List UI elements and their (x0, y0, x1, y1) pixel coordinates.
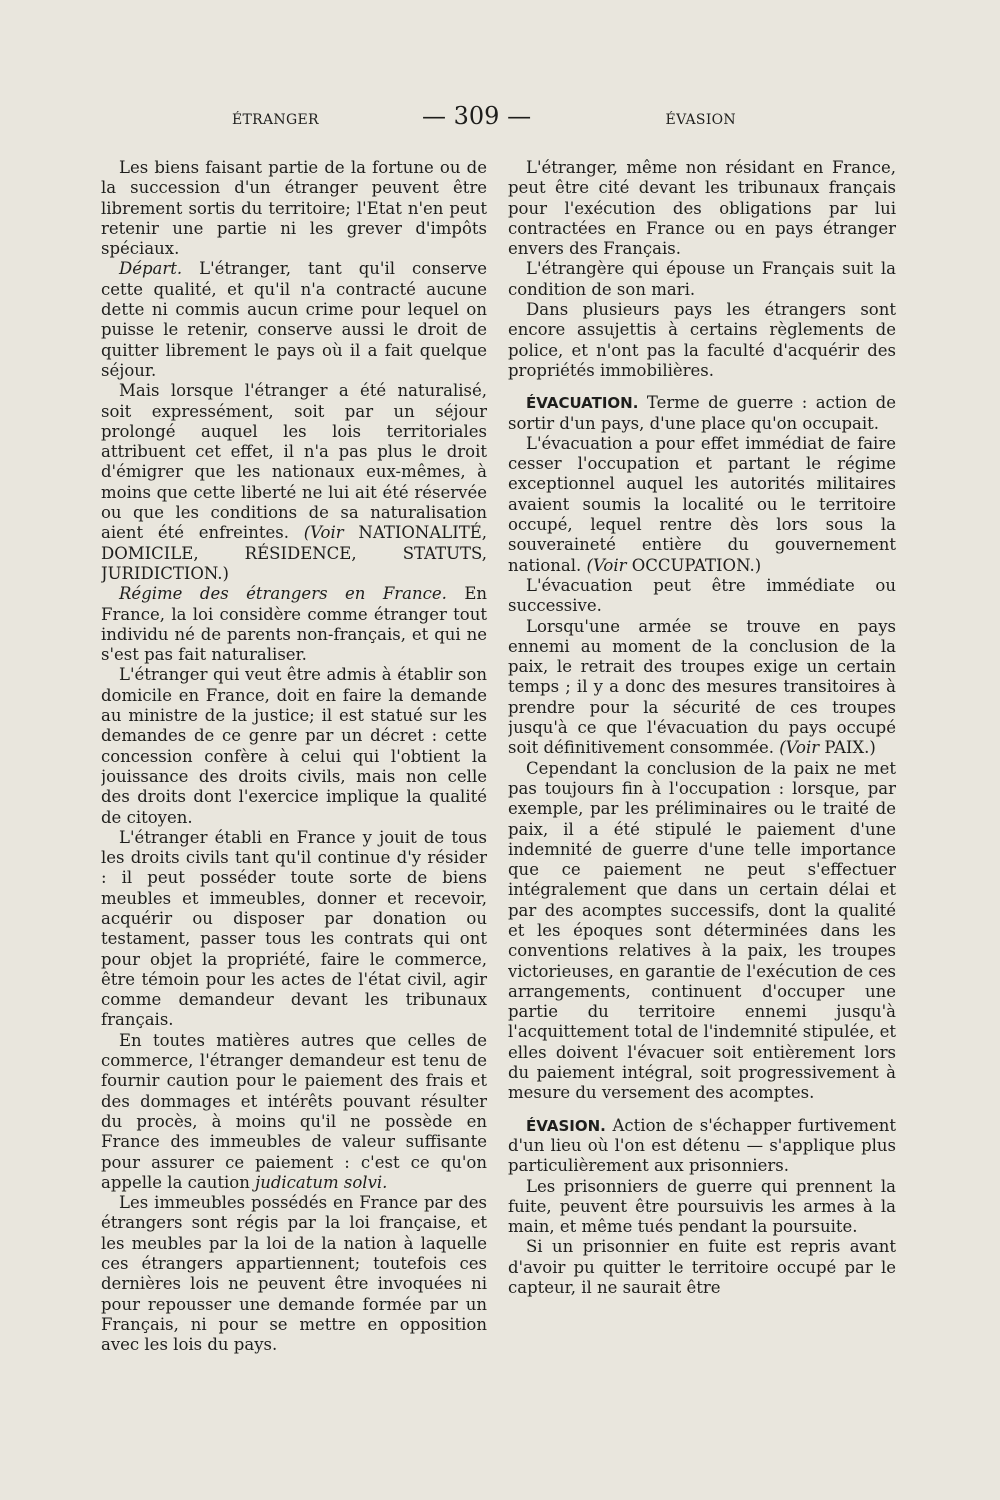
left-column (101, 158, 487, 1388)
paragraph: Les immeubles possédés en France par des étrangers sont régis par la loi française, et les meubles par la loi de la nation à laquelle ces étrangers appartiennent; toutefois ces dernières lois ne peuvent être invoquées ni pour repousser une demande formée par un Français, ni pour se mettre en opposition avec les lois du pays. (101, 1193, 487, 1355)
paragraph: L'étranger établi en France y jouit de tous les droits civils tant qu'il continue d'y résider : il peut posséder toute sorte de biens meubles et immeubles, donner et recevoir, acquérir ou disposer par donation ou testament, passer tous les contrats qui ont pour objet la propriété, faire le commerce, être témoin pour les actes de l'état civil, agir comme demandeur devant les tribunaux français. (101, 827, 487, 1030)
paragraph: L'étrangère qui épouse un Français suit la condition de son mari. (508, 259, 896, 299)
entry-headword: ÉVASION. (526, 1116, 606, 1135)
paragraph-text: L'étranger, tant qu'il conserve cette qualité, et qu'il n'a contracté aucune dette ni commis aucun crime pour lequel on puisse le retenir, conserve aussi le droit de quitter librement le pays où il a fait quelque séjour. (101, 259, 487, 380)
cross-reference: NATIONALITÉ, DOMICILE, RÉSIDENCE, STATUTS, JURIDICTION.) (101, 523, 487, 583)
cross-reference: PAIX.) (824, 738, 876, 758)
section-lead: Départ. (119, 259, 183, 279)
paragraph (508, 434, 896, 576)
paragraph: Les prisonniers de guerre qui prennent la fuite, peuvent être poursuivis les armes à la main, et même tués pendant la poursuite. (508, 1176, 896, 1237)
section-lead: Régime des étrangers en France. (119, 584, 447, 604)
entry-headword: ÉVACUATION. (526, 394, 639, 413)
paragraph-text: En toutes matières autres que celles de commerce, l'étranger demandeur est tenu de fournir caution pour le paiement des frais et des dommages et intérêts pouvant résulter du procès, à moins qu'il ne possède en France des immeubles de valeur suffisante pour assurer ce paiement : c'est ce qu'on appelle la caution (101, 1030, 487, 1192)
paragraph: Dans plusieurs pays les étrangers sont encore assujettis à certains règlements de police, et n'ont pas la faculté d'acquérir des propriétés immobilières. (508, 300, 896, 380)
header-right-word: ÉVASION (665, 112, 736, 128)
page-number: — 309 — (422, 102, 532, 130)
entry-definition: Terme de guerre : action de sortir d'un pays, d'une place qu'on occupait. (508, 393, 896, 433)
paragraph: Les biens faisant partie de la fortune ou de la succession d'un étranger peuvent être librement sortis du territoire; l'Etat n'en peut retenir une partie ni les grever d'impôts spéciaux. (101, 158, 487, 259)
voir-reference: (Voir (779, 738, 820, 758)
paragraph-text: Mais lorsque l'étranger a été naturalisé, soit expressément, soit par un séjour prolongé auquel les lois territoriales attribuent cet effet, il n'a pas plus le droit d'émigrer que les nationaux eux-mêmes, à moins que cette liberté ne lui ait été réservée ou que les conditions de sa naturalisation aient été enfreintes. (101, 381, 487, 543)
paragraph-text: L'évacuation a pour effet immédiat de faire cesser l'occupation et partant le régime exceptionnel auquel les autorités militaires avaient soumis la localité ou le territoire occupé, lequel rentre dès lors sous la souveraineté entière du gouvernement national. (508, 433, 896, 575)
paragraph (101, 1031, 487, 1193)
paragraph-text: Lorsqu'une armée se trouve en pays ennemi au moment de la conclusion de la paix, le retrait des troupes exige un certain temps ; il y a donc des mesures transitoires à prendre pour la sécurité de ces troupes jusqu'à ce que l'évacuation du pays occupé soit définitivement consommée. (508, 616, 896, 758)
dictionary-entry (508, 393, 896, 434)
latin-term: judicatum solvi. (255, 1172, 388, 1192)
cross-reference: OCCUPATION.) (631, 555, 762, 575)
paragraph: L'étranger qui veut être admis à établir son domicile en France, doit en faire la demande au ministre de la justice; il est statué sur les demandes de ce genre par un décret : cette concession confère à celui qui l'obtient la jouissance des droits civils, mais non celle des droits dont l'exercice implique la qualité de citoyen. (101, 665, 487, 827)
running-header (232, 102, 736, 138)
paragraph: L'évacuation peut être immédiate ou successive. (508, 575, 896, 616)
voir-reference: (Voir (303, 523, 344, 543)
paragraph (101, 381, 487, 584)
dictionary-entry (508, 1116, 896, 1177)
paragraph: Cependant la conclusion de la paix ne met pas toujours fin à l'occupation : lorsque, par exemple, par les préliminaires ou le traité de paix, il a été stipulé le paiement d'une indemnité de guerre d'une telle importance que ce paiement ne peut s'effectuer intégralement que dans un certain délai et par des acomptes successifs, dont la qualité et les époques sont déterminées dans les conventions relatives à la paix, les troupes victorieuses, en garantie de l'exécution de ces arrangements, continuent d'occuper une partie du territoire ennemi jusqu'à l'acquittement total de l'indemnité stipulée, et elles doivent l'évacuer soit entièrement lors du paiement intégral, soit progressivement à mesure du versement des acomptes. (508, 758, 896, 1103)
paragraph (101, 259, 487, 381)
voir-reference: (Voir (586, 555, 627, 575)
paragraph: Si un prisonnier en fuite est repris avant d'avoir pu quitter le territoire occupé par le capteur, il ne saurait être (508, 1237, 896, 1298)
entry-definition: Action de s'échapper furtivement d'un lieu où l'on est détenu — s'applique plus particulièrement aux prisonniers. (508, 1115, 896, 1176)
paragraph: L'étranger, même non résidant en France, peut être cité devant les tribunaux français pour l'exécution des obligations par lui contractées en France ou en pays étranger envers des Français. (508, 158, 896, 259)
paragraph (508, 617, 896, 759)
header-left-word: ÉTRANGER (232, 112, 319, 128)
paragraph (101, 584, 487, 665)
paragraph-text: En France, la loi considère comme étranger tout individu né de parents non-français, et qui ne s'est pas fait naturaliser. (101, 584, 487, 665)
right-column (508, 158, 896, 1388)
